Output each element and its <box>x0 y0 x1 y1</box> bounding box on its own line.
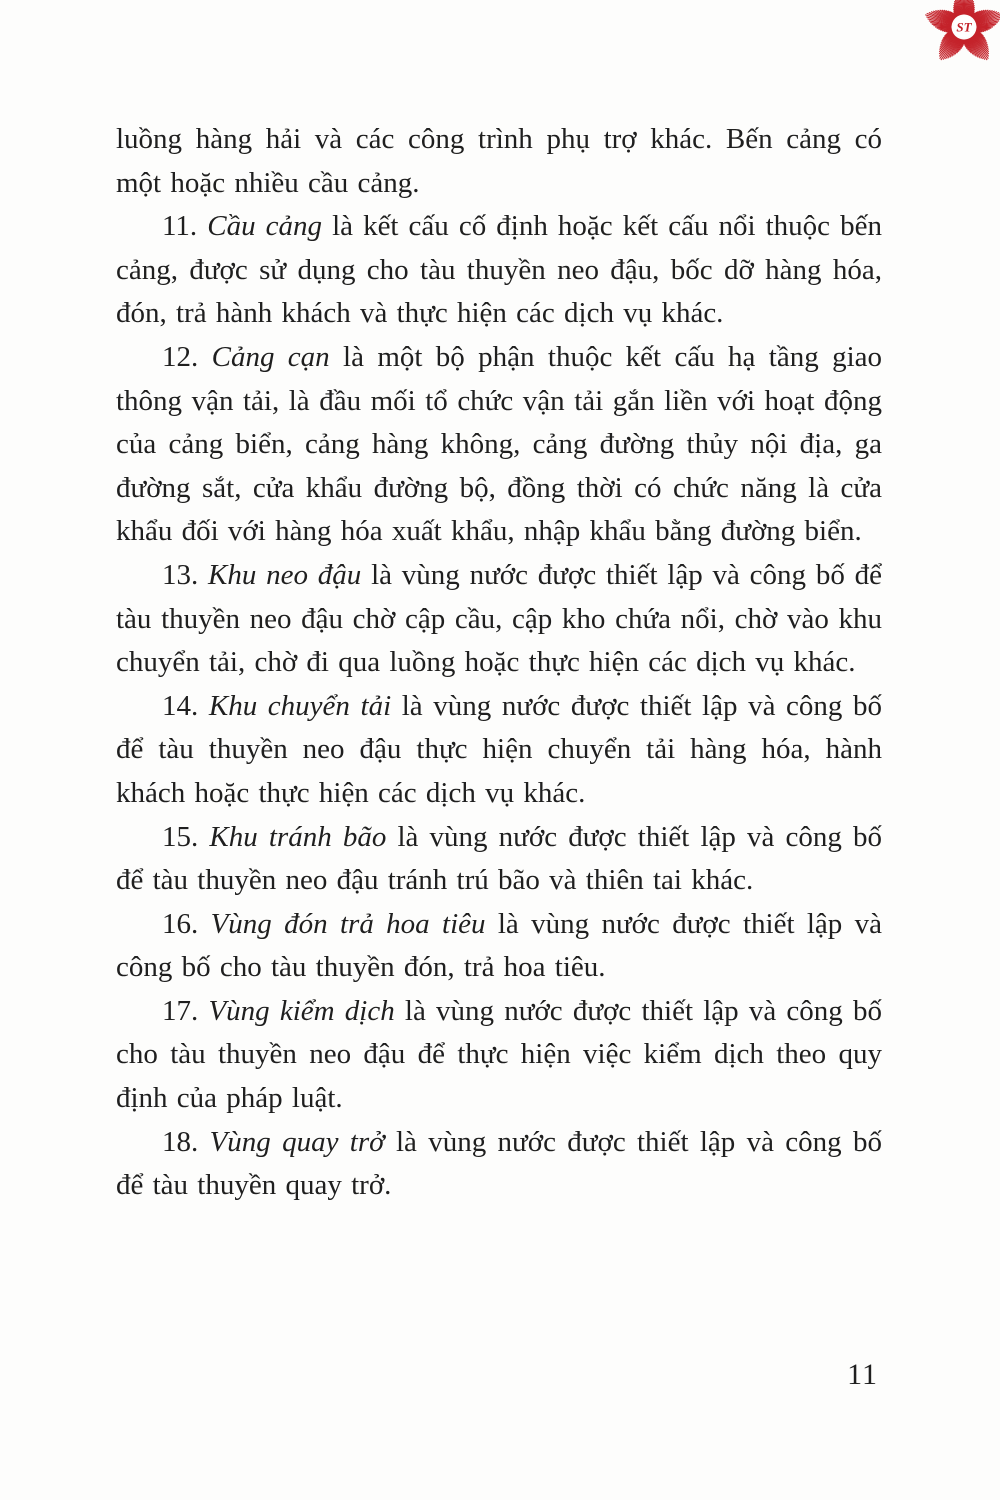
text-block <box>116 118 882 1208</box>
paragraph-text: 11. <box>162 210 208 243</box>
defined-term: Cảng cạn <box>211 340 330 373</box>
defined-term: Khu chuyển tải <box>208 689 392 722</box>
paragraph-text: luồng hàng hải và các công trình phụ trợ khác. Bến cảng có một hoặc nhiều cầu cảng. <box>116 123 882 199</box>
paragraph-text: 18. <box>162 1125 210 1158</box>
paragraph <box>116 1121 882 1208</box>
defined-term: Cầu cảng <box>207 210 323 243</box>
defined-term: Vùng kiểm dịch <box>208 994 395 1027</box>
paragraph <box>116 118 882 205</box>
paragraph-text: là một bộ phận thuộc kết cấu hạ tầng giao thông vận tải, là đầu mối tổ chức vận tải gắn liền với hoạt động của cảng biển, cảng hàng không, cảng đường thủy nội địa, ga đường sắt, cửa khẩu đường bộ, đồng thời có chức năng là cửa khẩu đối với hàng hóa xuất khẩu, nhập khẩu bằng đường biển. <box>116 340 882 548</box>
paragraph <box>116 903 882 990</box>
page-number: 11 <box>847 1358 878 1391</box>
paragraph-text: là vùng nước được thiết lập và công bố để tàu thuyền neo đậu tránh trú bão và thiên tai khác. <box>116 820 883 897</box>
defined-term: Khu tránh bão <box>209 820 387 853</box>
paragraph <box>116 990 882 1121</box>
paragraph-text: 13. <box>162 558 209 591</box>
defined-term: Khu neo đậu <box>208 558 362 591</box>
paragraph <box>116 205 882 336</box>
paragraph <box>116 336 882 554</box>
paragraph-text: 15. <box>162 820 210 853</box>
paragraph-text: là vùng nước được thiết lập và công bố để tàu thuyền neo đậu thực hiện chuyển tải hàng hóa, hành khách hoặc thực hiện các dịch vụ khác. <box>116 689 883 809</box>
paragraph <box>116 685 882 816</box>
paragraph <box>116 816 882 903</box>
paragraph-text: 17. <box>162 994 209 1027</box>
defined-term: Vùng đón trả hoa tiêu <box>210 907 486 940</box>
defined-term: Vùng quay trở <box>209 1125 385 1158</box>
paragraph-text: là vùng nước được thiết lập và công bố cho tàu thuyền neo đậu để thực hiện việc kiểm dịch theo quy định của pháp luật. <box>116 994 882 1115</box>
paragraph <box>116 554 882 685</box>
paragraph-text: là vùng nước được thiết lập và công bố để tàu thuyền quay trở. <box>116 1125 883 1202</box>
svg-text:ST: ST <box>956 19 972 35</box>
paragraph-text: là kết cấu cố định hoặc kết cấu nổi thuộc bến cảng, được sử dụng cho tàu thuyền neo đậu, bốc dỡ hàng hóa, đón, trả hành khách và thực hiện các dịch vụ khác. <box>116 210 882 330</box>
paragraph-text: là vùng nước được thiết lập và công bố để tàu thuyền neo đậu chờ cập cầu, cập kho chứa nổi, chờ vào khu chuyển tải, chờ đi qua luồng hoặc thực hiện các dịch vụ khác. <box>116 558 882 679</box>
paragraph-text: 14. <box>162 689 209 722</box>
publisher-logo <box>922 0 1000 66</box>
paragraph-text: 16. <box>162 907 211 940</box>
paragraph-text: là vùng nước được thiết lập và công bố cho tàu thuyền đón, trả hoa tiêu. <box>116 907 883 984</box>
paragraph-text: 12. <box>162 340 212 373</box>
starburst-logo-icon <box>922 0 1000 66</box>
